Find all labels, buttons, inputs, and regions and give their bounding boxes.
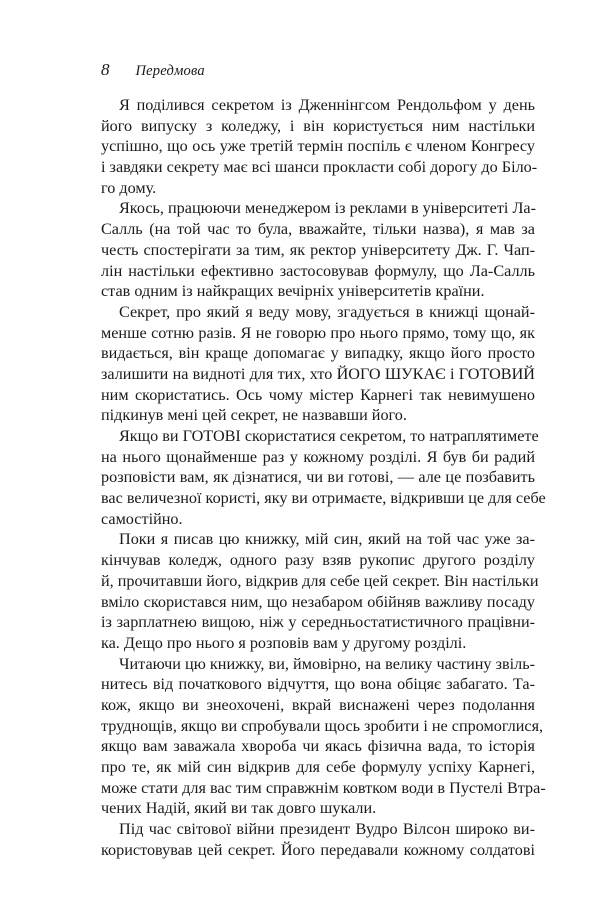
paragraph: [101, 819, 535, 860]
text-line: чених Надій, який ви так довго шукали.: [101, 799, 377, 818]
text-line: успішно, що ось уже третій термін поспіль є членом Конгресу: [101, 137, 535, 156]
text-line: користовував цей секрет. Його передавали кожному солдатові: [101, 840, 535, 859]
text-line: його випуску з коледжу, і він користується ним настільки: [101, 116, 535, 135]
text-line: про те, як мій син відкрив для себе формулу успіху Карнегі,: [101, 758, 535, 776]
page-number: 8: [101, 60, 110, 79]
text-line: кінчував коледж, одного разу взяв рукопис другого розділу: [101, 551, 535, 570]
text-line: розповісти вам, як дізнатися, чи ви готові, — але це позбавить: [101, 468, 535, 487]
paragraph: [101, 654, 546, 820]
text-line: Якось, працюючи менеджером із реклами в університеті Ла-: [119, 199, 536, 218]
text-line: Я поділився секретом із Дженнінгсом Рендольфом у день: [119, 96, 535, 114]
text-line: став одним із найкращих вечірніх університетів країни.: [101, 282, 485, 301]
text-line: вміло скористався ним, що незабаром обійняв важливу посаду: [101, 592, 535, 611]
running-head: [101, 60, 205, 80]
text-line: Секрет, про який я веду мову, згадується в книжці щонай-: [119, 302, 535, 321]
text-line: Салль (на той час то була, вважайте, тільки назва), я мав за: [101, 220, 535, 239]
text-line: Поки я писав цю книжку, мій син, який на той час уже за-: [119, 530, 535, 549]
text-line: менше сотню разів. Я не говорю про нього прямо, тому що, як: [101, 323, 535, 342]
text-line: і завдяки секрету має всі шанси прокласти собі дорогу до Біло-: [101, 158, 538, 177]
text-line: Якщо ви ГОТОВІ скористатися секретом, то натраплятимете: [119, 427, 539, 445]
text-line: честь спостерігати за тим, як ректор університету Дж. Г. Чап-: [101, 240, 535, 259]
text-line: підкинув мені цей секрет, не назвавши його.: [101, 406, 407, 425]
text-line: самостійно.: [101, 509, 183, 528]
text-line: Читаючи цю книжку, ви, ймовірно, на велику частину звіль-: [119, 654, 535, 673]
text-line: залишити на видноті для тих, хто ЙОГО ШУКАЄ і ГОТОВИЙ: [101, 364, 535, 383]
text-line: видається, він краще допомагає у випадку, якщо його просто: [101, 344, 535, 363]
text-line: труднощів, якщо ви спробували щось зробити і не спромоглися,: [101, 716, 544, 735]
text-line: ка. Дещо про нього я розповів вам у другому розділі.: [101, 633, 467, 652]
paragraph: [101, 302, 535, 426]
text-line: ним скористатись. Ось чому містер Карнегі так невимушено: [101, 385, 535, 404]
text-line: нитесь від початкового відчуття, що вона обіцяє забагато. Та-: [101, 675, 535, 694]
text-line: кож, якщо ви знеохочені, вкрай виснажені через подолання: [101, 695, 535, 714]
paragraph: [101, 426, 546, 529]
text-line: го дому.: [101, 178, 157, 197]
section-title: Передмова: [135, 63, 205, 79]
text-line: вас величезної користі, яку ви отримаєте, відкривши це для себе: [101, 489, 546, 508]
text-line: із зарплатнею вищою, ніж у середньостатистичного працівни-: [101, 613, 535, 632]
text-line: якщо вам заважала хвороба чи якась фізична вада, то історія: [101, 737, 535, 756]
text-line: може стати для вас тим справжнім ковтком води в Пустелі Втра-: [101, 778, 546, 797]
text-line: на нього щонайменше раз у кожному розділі. Я був би радий: [101, 447, 535, 466]
text-line: лін настільки ефективно застосовував формулу, що Ла-Салль: [101, 261, 535, 280]
text-line: й, прочитавши його, відкрив для себе цей секрет. Він настільки: [101, 571, 539, 590]
text-line: Під час світової війни президент Вудро Вілсон широко ви-: [119, 820, 535, 839]
paragraph: [101, 198, 535, 301]
body-text: [101, 95, 546, 860]
paragraph: [101, 529, 539, 653]
paragraph: [101, 95, 538, 198]
